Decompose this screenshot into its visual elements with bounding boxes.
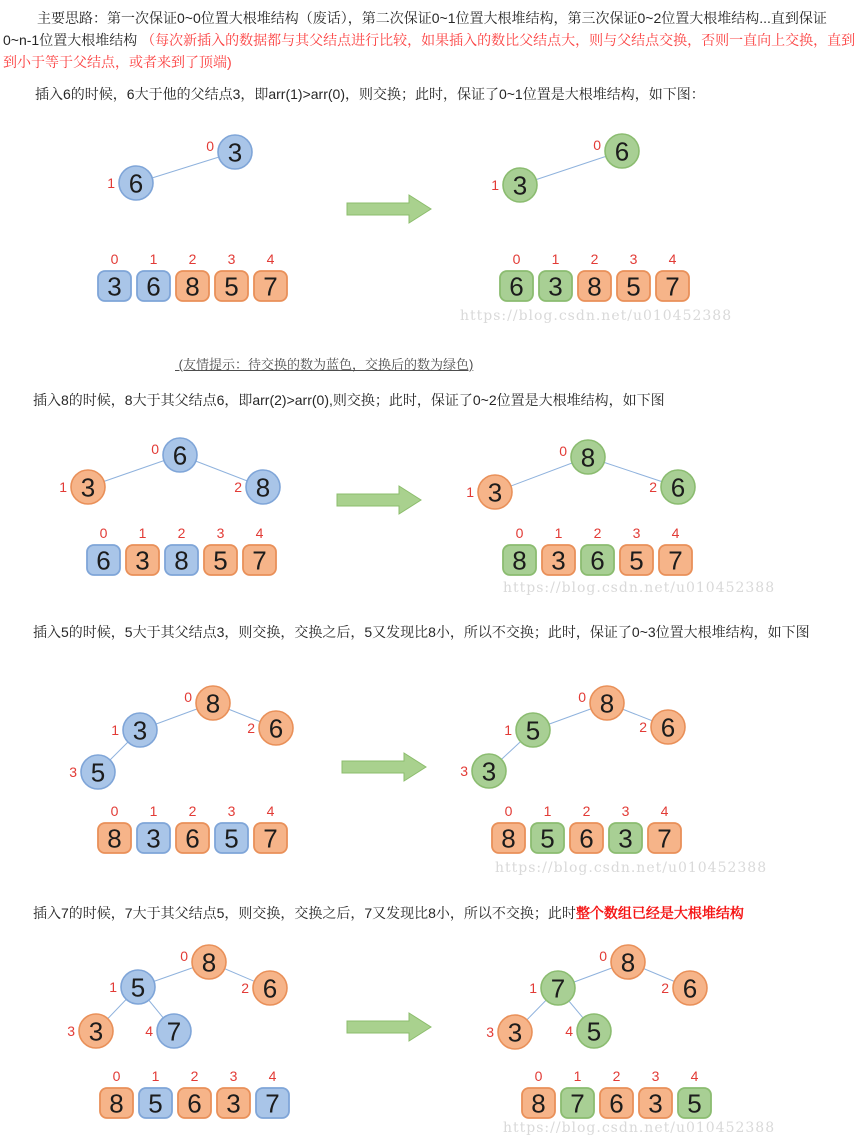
array-cell-value: 8 bbox=[185, 271, 200, 302]
array-index-label: 0 bbox=[110, 803, 119, 819]
figure-insert-8 bbox=[0, 425, 776, 610]
tree-node-value: 6 bbox=[660, 712, 676, 743]
array-index-label: 1 bbox=[551, 251, 560, 267]
array-cell-value: 3 bbox=[107, 271, 122, 302]
array-cell-value: 6 bbox=[185, 823, 200, 854]
node-index-label: 1 bbox=[491, 177, 499, 193]
array-cell-value: 8 bbox=[501, 823, 516, 854]
array-index-label: 1 bbox=[554, 525, 563, 541]
tree-node-value: 6 bbox=[670, 472, 686, 503]
intro-line-2 bbox=[3, 30, 855, 50]
paragraph-insert-5: 插入5的时候，5大于其父结点3，则交换，交换之后，5又发现比8小，所以不交换；此时，保证了0~3位置大根堆结构，如下图 bbox=[33, 624, 810, 640]
array-cell-value: 6 bbox=[590, 545, 605, 576]
array-index-label: 1 bbox=[543, 803, 552, 819]
tree-node-value: 6 bbox=[614, 136, 630, 167]
tree-node-value: 8 bbox=[580, 442, 596, 473]
array-index-label: 4 bbox=[671, 525, 680, 541]
tree-node-value: 3 bbox=[132, 715, 148, 746]
array-index-label: 3 bbox=[629, 251, 638, 267]
tree-node-value: 6 bbox=[268, 713, 284, 744]
array-cell-value: 8 bbox=[109, 1088, 124, 1119]
array-index-label: 2 bbox=[188, 251, 197, 267]
tree-node-value: 3 bbox=[227, 137, 243, 168]
array-index-label: 2 bbox=[188, 803, 197, 819]
tree-node-value: 8 bbox=[255, 472, 271, 503]
tree-node-value: 7 bbox=[550, 973, 566, 1004]
tree-node-value: 3 bbox=[88, 1016, 104, 1047]
paragraph-insert-7 bbox=[33, 903, 744, 923]
array-index-label: 4 bbox=[255, 525, 264, 541]
node-index-label: 3 bbox=[486, 1024, 494, 1040]
array-index-label: 4 bbox=[668, 251, 677, 267]
node-index-label: 3 bbox=[67, 1023, 75, 1039]
array-cell-value: 5 bbox=[626, 271, 641, 302]
paragraph-insert-8: 插入8的时候，8大于其父结点6，即arr(2)>arr(0),则交换；此时，保证了0~2位置是大根堆结构，如下图 bbox=[33, 392, 665, 408]
array-index-label: 2 bbox=[593, 525, 602, 541]
array-index-label: 2 bbox=[590, 251, 599, 267]
array-index-label: 0 bbox=[534, 1068, 543, 1084]
paragraph-insert-7-red: 整个数组已经是大根堆结构 bbox=[575, 905, 744, 921]
tree-node-value: 6 bbox=[128, 168, 144, 199]
array-index-label: 0 bbox=[512, 251, 521, 267]
node-index-label: 2 bbox=[234, 479, 242, 495]
array-cell-value: 6 bbox=[146, 271, 161, 302]
array-index-label: 0 bbox=[99, 525, 108, 541]
array-cell-value: 7 bbox=[265, 1088, 280, 1119]
node-index-label: 1 bbox=[504, 722, 512, 738]
arrow-right-icon bbox=[347, 195, 431, 223]
array-cell-value: 7 bbox=[657, 823, 672, 854]
node-index-label: 2 bbox=[241, 980, 249, 996]
array-index-label: 1 bbox=[149, 251, 158, 267]
tree-node-value: 3 bbox=[481, 756, 497, 787]
tree-node-value: 5 bbox=[525, 715, 541, 746]
node-index-label: 1 bbox=[466, 484, 474, 500]
tree-node-value: 3 bbox=[512, 170, 528, 201]
array-cell-value: 5 bbox=[224, 823, 239, 854]
array-cell-value: 8 bbox=[174, 545, 189, 576]
array-cell-value: 3 bbox=[226, 1088, 241, 1119]
tree-node-value: 8 bbox=[620, 947, 636, 978]
array-index-label: 2 bbox=[190, 1068, 199, 1084]
array-index-label: 4 bbox=[660, 803, 669, 819]
node-index-label: 1 bbox=[111, 722, 119, 738]
array-cell-value: 3 bbox=[648, 1088, 663, 1119]
node-index-label: 2 bbox=[247, 720, 255, 736]
watermark-text: https://blog.csdn.net/u010452388 bbox=[503, 580, 776, 596]
array-cell-value: 6 bbox=[187, 1088, 202, 1119]
array-index-label: 3 bbox=[632, 525, 641, 541]
array-index-label: 1 bbox=[138, 525, 147, 541]
node-index-label: 0 bbox=[184, 689, 192, 705]
tree-node-value: 3 bbox=[80, 472, 96, 503]
array-index-label: 0 bbox=[112, 1068, 121, 1084]
tree-node-value: 7 bbox=[166, 1016, 182, 1047]
array-cell-value: 6 bbox=[96, 545, 111, 576]
array-cell-value: 3 bbox=[146, 823, 161, 854]
array-cell-value: 3 bbox=[618, 823, 633, 854]
array-cell-value: 7 bbox=[668, 545, 683, 576]
array-cell-value: 7 bbox=[252, 545, 267, 576]
array-index-label: 3 bbox=[216, 525, 225, 541]
array-cell-value: 3 bbox=[551, 545, 566, 576]
array-index-label: 2 bbox=[612, 1068, 621, 1084]
watermark-text: https://blog.csdn.net/u010452388 bbox=[460, 308, 733, 324]
array-cell-value: 6 bbox=[609, 1088, 624, 1119]
array-index-label: 4 bbox=[690, 1068, 699, 1084]
node-index-label: 0 bbox=[578, 689, 586, 705]
array-index-label: 1 bbox=[149, 803, 158, 819]
array-cell-value: 5 bbox=[213, 545, 228, 576]
node-index-label: 1 bbox=[529, 980, 537, 996]
node-index-label: 0 bbox=[593, 137, 601, 153]
tree-node-value: 3 bbox=[487, 477, 503, 508]
array-cell-value: 6 bbox=[579, 823, 594, 854]
array-cell-value: 7 bbox=[263, 271, 278, 302]
node-index-label: 4 bbox=[565, 1023, 573, 1039]
tree-node-value: 5 bbox=[586, 1016, 602, 1047]
array-index-label: 0 bbox=[110, 251, 119, 267]
figure-insert-6 bbox=[0, 110, 766, 340]
array-index-label: 4 bbox=[266, 803, 275, 819]
array-index-label: 3 bbox=[621, 803, 630, 819]
array-index-label: 3 bbox=[227, 251, 236, 267]
tree-node-value: 6 bbox=[682, 973, 698, 1004]
node-index-label: 3 bbox=[460, 763, 468, 779]
tree-node-value: 6 bbox=[262, 973, 278, 1004]
node-index-label: 2 bbox=[639, 719, 647, 735]
intro-line-3: 到小于等于父结点，或者来到了顶端) bbox=[3, 54, 232, 70]
intro-line-2-black: 0~n-1位置大根堆结构 bbox=[3, 32, 142, 48]
array-index-label: 2 bbox=[177, 525, 186, 541]
array-cell-value: 5 bbox=[224, 271, 239, 302]
array-cell-value: 5 bbox=[540, 823, 555, 854]
node-index-label: 0 bbox=[180, 948, 188, 964]
array-cell-value: 8 bbox=[107, 823, 122, 854]
array-cell-value: 7 bbox=[570, 1088, 585, 1119]
tree-node-value: 8 bbox=[205, 688, 221, 719]
paragraph-insert-7-black: 插入7的时候，7大于其父结点5，则交换，交换之后，7又发现比8小，所以不交换；此时 bbox=[33, 905, 576, 921]
array-index-label: 1 bbox=[151, 1068, 160, 1084]
array-cell-value: 8 bbox=[531, 1088, 546, 1119]
array-index-label: 0 bbox=[504, 803, 513, 819]
watermark-text: https://blog.csdn.net/u010452388 bbox=[495, 860, 768, 876]
tree-node-value: 5 bbox=[90, 757, 106, 788]
array-cell-value: 8 bbox=[512, 545, 527, 576]
array-index-label: 0 bbox=[515, 525, 524, 541]
node-index-label: 2 bbox=[661, 980, 669, 996]
array-cell-value: 7 bbox=[665, 271, 680, 302]
arrow-right-icon bbox=[342, 753, 426, 781]
array-index-label: 4 bbox=[266, 251, 275, 267]
tree-node-value: 3 bbox=[507, 1017, 523, 1048]
node-index-label: 0 bbox=[559, 443, 567, 459]
color-hint-note: (友情提示：待交换的数为蓝色，交换后的数为绿色) bbox=[175, 357, 474, 372]
array-index-label: 4 bbox=[268, 1068, 277, 1084]
array-cell-value: 5 bbox=[687, 1088, 702, 1119]
array-cell-value: 8 bbox=[587, 271, 602, 302]
node-index-label: 1 bbox=[59, 479, 67, 495]
arrow-right-icon bbox=[337, 486, 421, 514]
node-index-label: 0 bbox=[206, 138, 214, 154]
figure-insert-7 bbox=[0, 935, 776, 1146]
node-index-label: 0 bbox=[599, 948, 607, 964]
array-cell-value: 5 bbox=[629, 545, 644, 576]
tree-node-value: 6 bbox=[172, 440, 188, 471]
tree-node-value: 5 bbox=[130, 972, 146, 1003]
array-cell-value: 6 bbox=[509, 271, 524, 302]
node-index-label: 2 bbox=[649, 479, 657, 495]
tree-node-value: 8 bbox=[599, 688, 615, 719]
node-index-label: 1 bbox=[109, 979, 117, 995]
node-index-label: 3 bbox=[69, 764, 77, 780]
array-index-label: 1 bbox=[573, 1068, 582, 1084]
array-index-label: 3 bbox=[229, 1068, 238, 1084]
array-index-label: 3 bbox=[651, 1068, 660, 1084]
watermark-text: https://blog.csdn.net/u010452388 bbox=[503, 1120, 776, 1136]
array-index-label: 3 bbox=[227, 803, 236, 819]
tree-node-value: 8 bbox=[201, 947, 217, 978]
figure-insert-5 bbox=[0, 665, 766, 895]
intro-line-2-red: （每次新插入的数据都与其父结点进行比较，如果插入的数比父结点大，则与父结点交换，否则一直向上交换，直到 bbox=[141, 32, 855, 48]
intro-line-1: 主要思路：第一次保证0~0位置大根堆结构（废话），第二次保证0~1位置大根堆结构，第三次保证0~2位置大根堆结构...直到保证 bbox=[37, 10, 827, 26]
paragraph-insert-6: 插入6的时候，6大于他的父结点3，即arr(1)>arr(0)，则交换；此时，保证了0~1位置是大根堆结构，如下图： bbox=[35, 86, 705, 102]
array-cell-value: 3 bbox=[135, 545, 150, 576]
array-index-label: 2 bbox=[582, 803, 591, 819]
arrow-right-icon bbox=[347, 1013, 431, 1041]
node-index-label: 0 bbox=[151, 441, 159, 457]
array-cell-value: 3 bbox=[548, 271, 563, 302]
array-cell-value: 7 bbox=[263, 823, 278, 854]
array-cell-value: 5 bbox=[148, 1088, 163, 1119]
node-index-label: 1 bbox=[107, 175, 115, 191]
node-index-label: 4 bbox=[145, 1023, 153, 1039]
